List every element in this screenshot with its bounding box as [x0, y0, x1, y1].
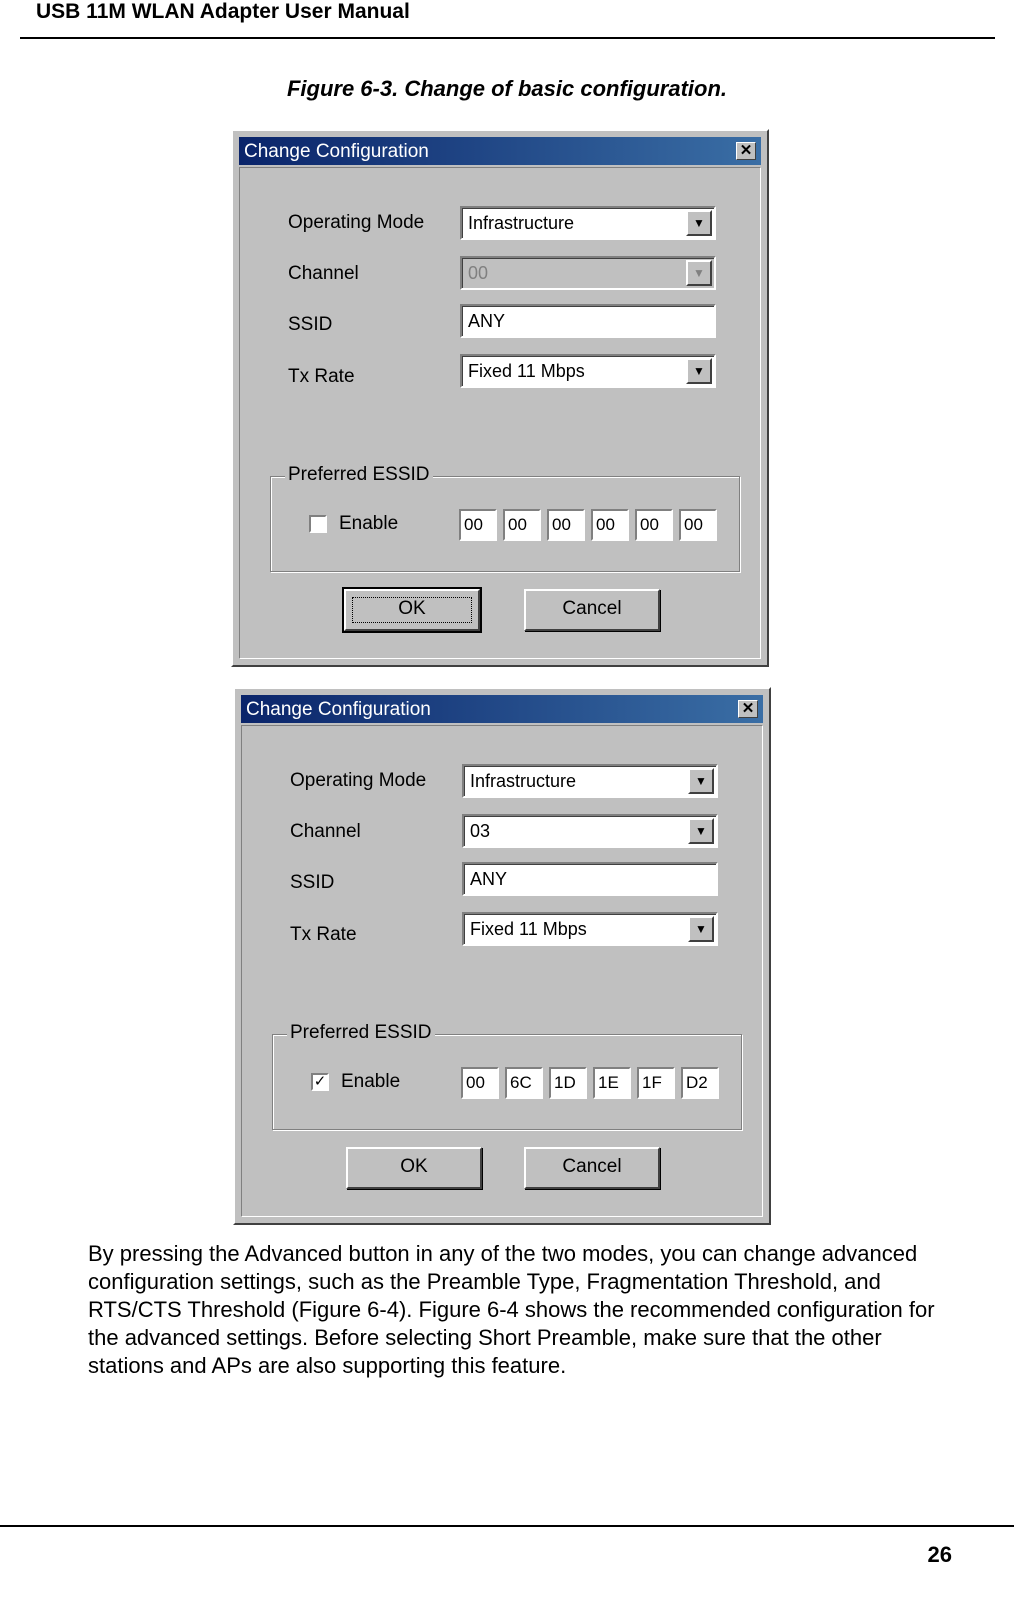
- close-icon[interactable]: ✕: [736, 142, 756, 160]
- ssid-label: SSID: [288, 314, 333, 335]
- channel-select[interactable]: [460, 256, 716, 290]
- dialog-titlebar: [241, 695, 763, 723]
- channel-value: 03: [470, 821, 491, 841]
- tx-rate-select[interactable]: [462, 912, 718, 946]
- ok-button[interactable]: [346, 1147, 482, 1189]
- tx-rate-label: Tx Rate: [288, 366, 355, 387]
- cancel-button[interactable]: [524, 1147, 660, 1189]
- enable-label: Enable: [341, 1071, 401, 1092]
- essid-byte-5-input[interactable]: 1F: [637, 1067, 675, 1099]
- ssid-input[interactable]: [460, 304, 716, 338]
- chevron-down-icon[interactable]: ▼: [686, 358, 712, 384]
- page-number: 26: [927, 1542, 952, 1567]
- essid-byte-5-input[interactable]: 00: [635, 509, 673, 541]
- essid-byte-2-input[interactable]: 6C: [505, 1067, 543, 1099]
- header-rule: [20, 37, 995, 39]
- essid-byte-1-input[interactable]: 00: [461, 1067, 499, 1099]
- channel-label: Channel: [290, 821, 361, 842]
- close-icon[interactable]: ✕: [738, 700, 758, 718]
- change-configuration-dialog-2: [233, 687, 771, 1225]
- enable-checkbox[interactable]: [309, 515, 327, 533]
- enable-checkbox[interactable]: ✓: [311, 1073, 329, 1091]
- footer-rule: [0, 1525, 1014, 1527]
- ssid-input[interactable]: [462, 862, 718, 896]
- header-title: USB 11M WLAN Adapter User Manual: [36, 0, 410, 23]
- ok-button[interactable]: [344, 589, 480, 631]
- essid-byte-3-input[interactable]: 00: [547, 509, 585, 541]
- ssid-label: SSID: [290, 872, 335, 893]
- dialog-body: [241, 725, 763, 1217]
- operating-mode-label: Operating Mode: [288, 212, 425, 233]
- dialog-body: [239, 167, 761, 659]
- operating-mode-select[interactable]: [460, 206, 716, 240]
- operating-mode-label: Operating Mode: [290, 770, 427, 791]
- essid-byte-1-input[interactable]: 00: [459, 509, 497, 541]
- dialog-title: Change Configuration: [246, 699, 431, 720]
- tx-rate-select[interactable]: [460, 354, 716, 388]
- dialog-titlebar: [239, 137, 761, 165]
- body-paragraph: By pressing the Advanced button in any of the two modes, you can change advanced configuration settings, such as the Preamble Type, Fragmentation Threshold, and RTS/CTS Threshold (Figure 6-4). Figure 6-4 shows the recommended configuration for the advanced settings. Before selecting Short Preamble, make sure that the other stations and APs are also supporting this feature.: [88, 1241, 935, 1378]
- cancel-label: Cancel: [562, 1156, 622, 1177]
- chevron-down-icon[interactable]: ▼: [686, 260, 712, 286]
- essid-byte-3-input[interactable]: 1D: [549, 1067, 587, 1099]
- enable-label: Enable: [339, 513, 399, 534]
- preferred-essid-legend: Preferred ESSID: [285, 464, 433, 486]
- essid-byte-2-input[interactable]: 00: [503, 509, 541, 541]
- tx-rate-value: Fixed 11 Mbps: [470, 919, 587, 939]
- ok-label: OK: [398, 598, 426, 619]
- channel-select[interactable]: [462, 814, 718, 848]
- essid-byte-4-input[interactable]: 1E: [593, 1067, 631, 1099]
- chevron-down-icon[interactable]: ▼: [688, 818, 714, 844]
- preferred-essid-group: [270, 464, 740, 572]
- ssid-value: ANY: [468, 311, 506, 331]
- figure-caption: Figure 6-3. Change of basic configuration.: [286, 76, 728, 101]
- chevron-down-icon[interactable]: ▼: [686, 210, 712, 236]
- essid-byte-4-input[interactable]: 00: [591, 509, 629, 541]
- essid-byte-6-input[interactable]: 00: [679, 509, 717, 541]
- tx-rate-value: Fixed 11 Mbps: [468, 361, 585, 381]
- operating-mode-value: Infrastructure: [470, 771, 577, 791]
- channel-label: Channel: [288, 263, 359, 284]
- change-configuration-dialog-1: [231, 129, 769, 667]
- channel-value: 00: [468, 263, 489, 283]
- cancel-button[interactable]: [524, 589, 660, 631]
- operating-mode-value: Infrastructure: [468, 213, 575, 233]
- chevron-down-icon[interactable]: ▼: [688, 768, 714, 794]
- operating-mode-select[interactable]: [462, 764, 718, 798]
- preferred-essid-group: [272, 1022, 742, 1130]
- focus-rect: [352, 597, 472, 623]
- dialog-title: Change Configuration: [244, 141, 429, 162]
- chevron-down-icon[interactable]: ▼: [688, 916, 714, 942]
- ok-label: OK: [400, 1156, 428, 1177]
- essid-byte-6-input[interactable]: D2: [681, 1067, 719, 1099]
- tx-rate-label: Tx Rate: [290, 924, 357, 945]
- ssid-value: ANY: [470, 869, 508, 889]
- cancel-label: Cancel: [562, 598, 622, 619]
- preferred-essid-legend: Preferred ESSID: [287, 1022, 435, 1044]
